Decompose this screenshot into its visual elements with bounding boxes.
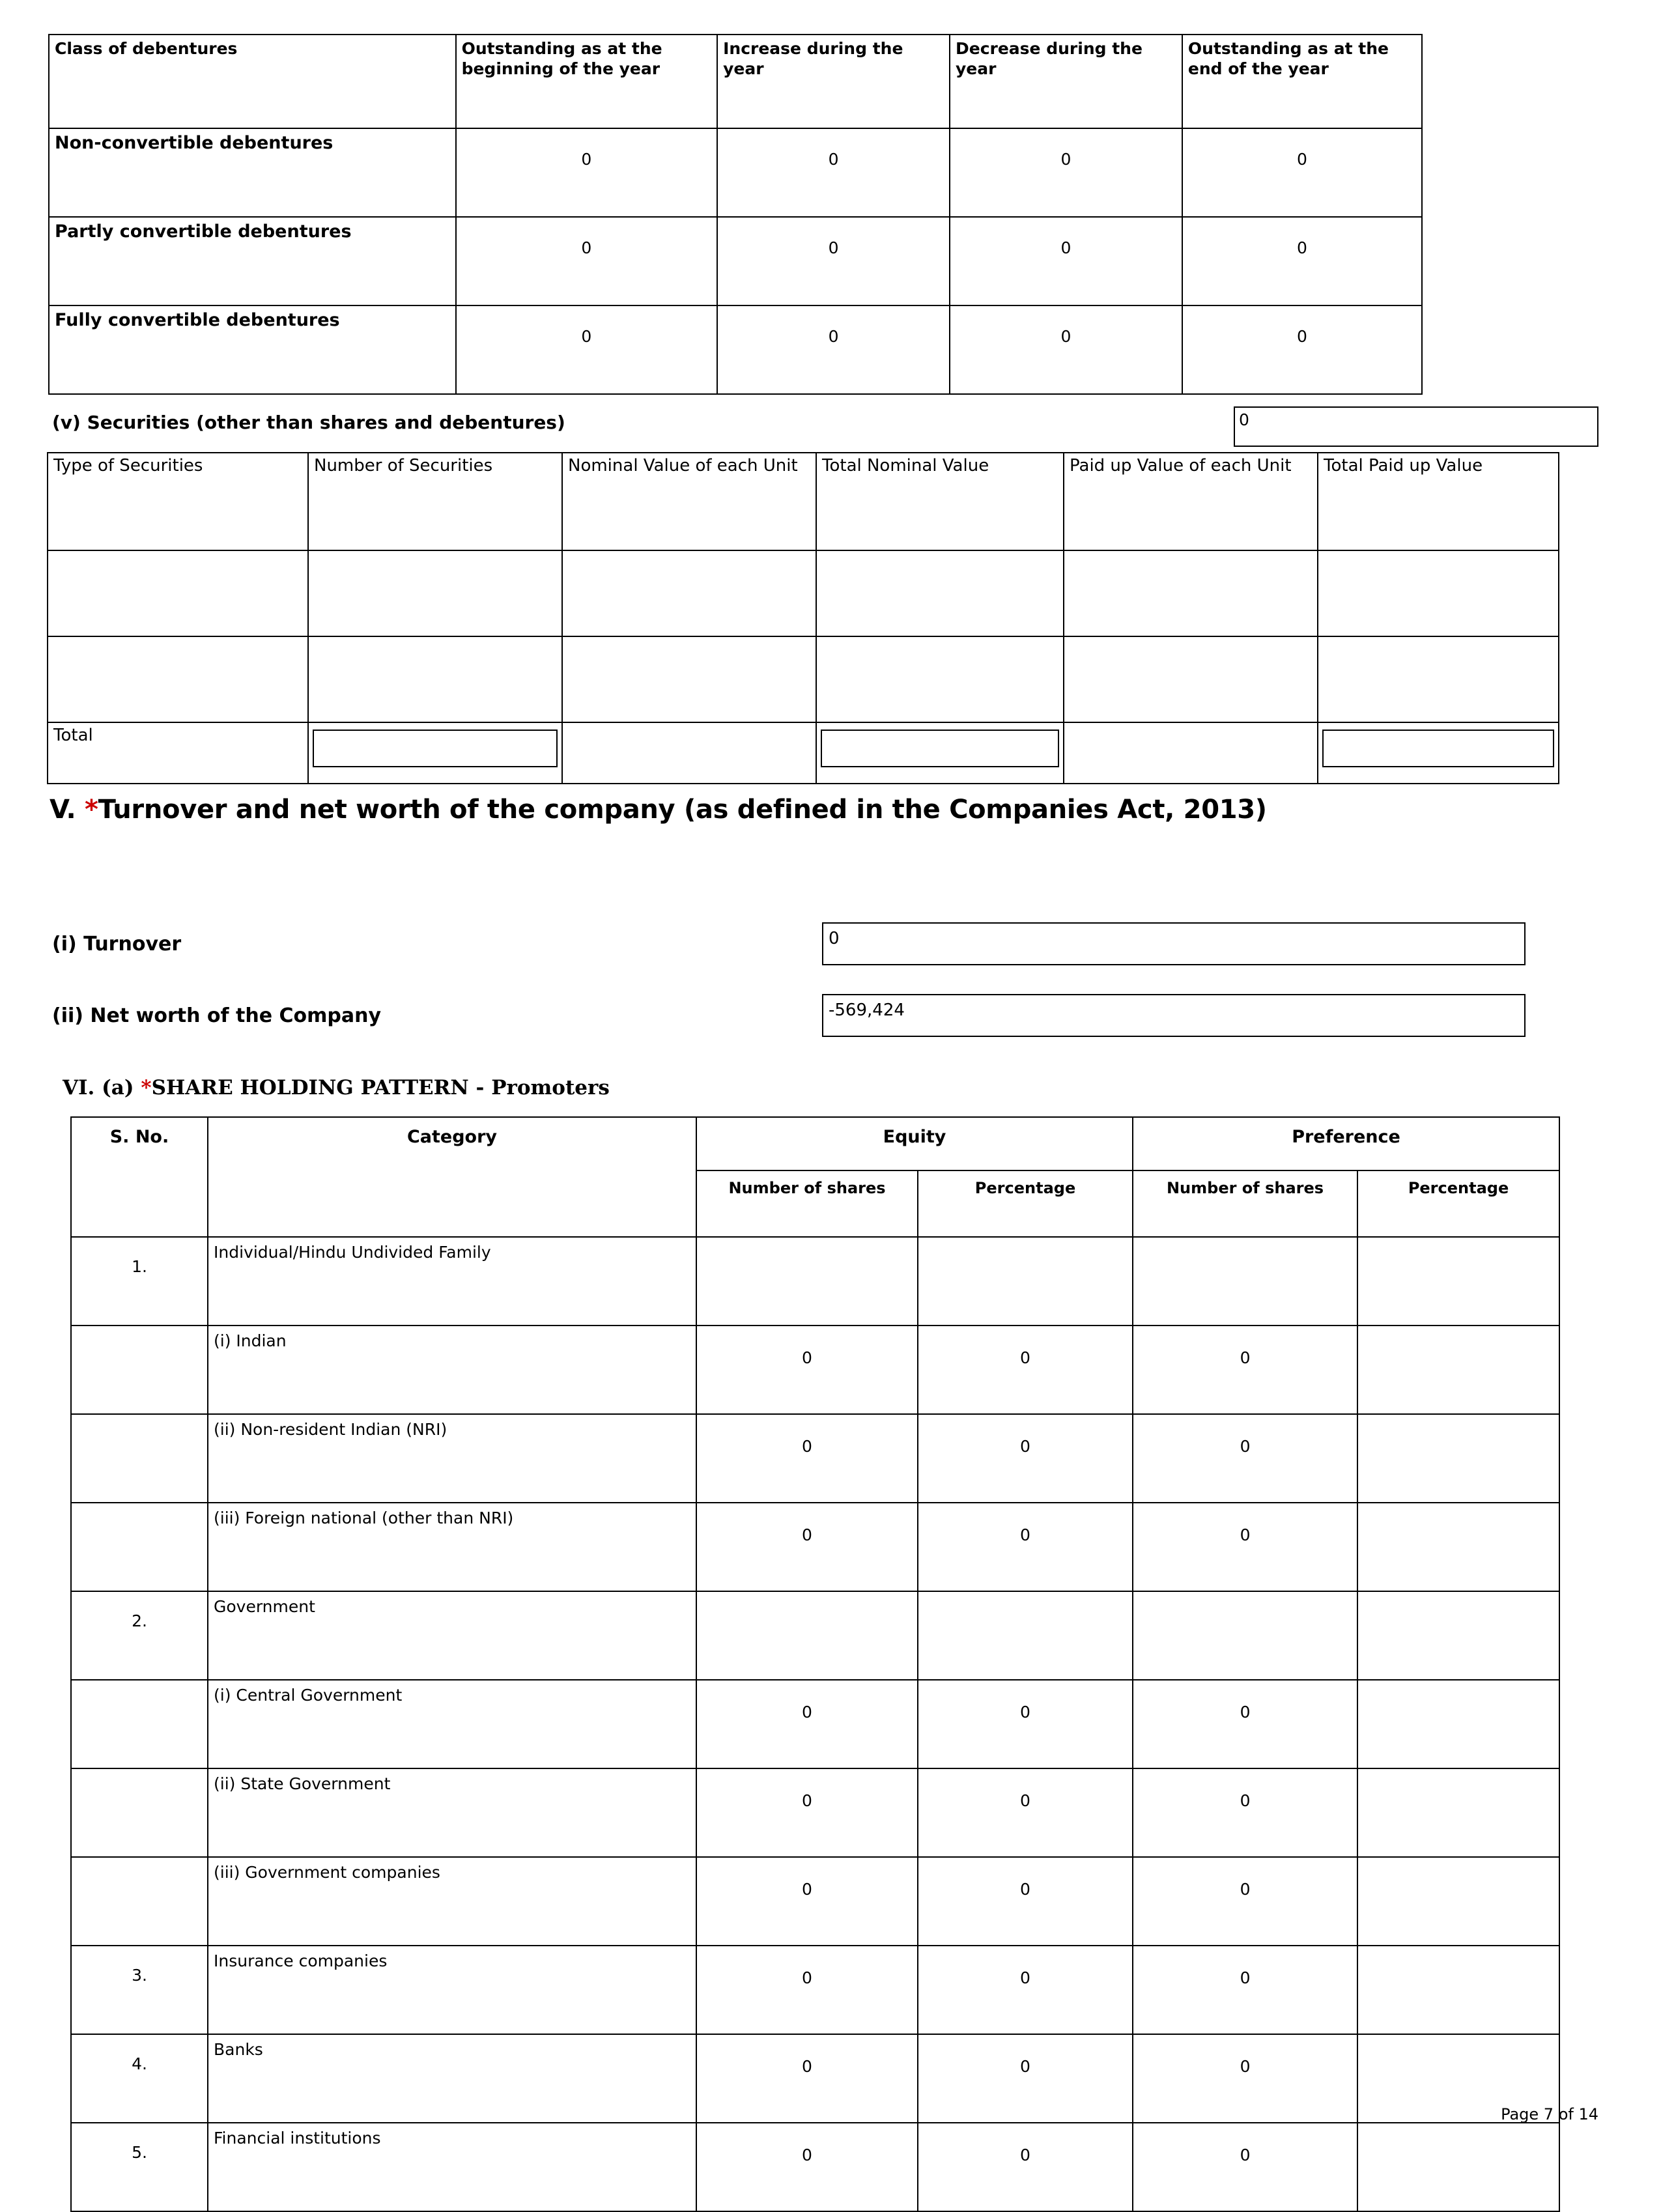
sec-header-paidup-unit: Paid up Value of each Unit [1064, 453, 1318, 550]
sh-row-pref-shares[interactable]: 0 [1133, 2034, 1357, 2123]
sh-row-equity-shares[interactable]: 0 [696, 1503, 918, 1591]
deb-header-opening: Outstanding as at the beginning of the year [456, 35, 718, 128]
securities-heading: (v) Securities (other than shares and debentures) [52, 412, 565, 433]
table-row [71, 1946, 1559, 2034]
sec-cell-number[interactable] [308, 550, 562, 636]
table-row [71, 1680, 1559, 1768]
sh-row-category: (iii) Foreign national (other than NRI) [208, 1503, 696, 1591]
sh-row-pref-pct[interactable] [1357, 2123, 1559, 2211]
table-total-row [48, 722, 1559, 784]
sh-row-pref-shares[interactable]: 0 [1133, 1680, 1357, 1768]
sh-row-equity-pct[interactable]: 0 [918, 1680, 1133, 1768]
sh-row-category: Banks [208, 2034, 696, 2123]
sh-row-sno: 2. [71, 1591, 208, 1680]
securities-table [47, 452, 1559, 784]
sec-header-total-paidup: Total Paid up Value [1318, 453, 1559, 550]
sh-row-category: (ii) State Government [208, 1768, 696, 1857]
turnover-row [47, 922, 1598, 985]
page-footer: Page 7 of 14 [1501, 2105, 1598, 2123]
sh-row-category: (i) Central Government [208, 1680, 696, 1768]
sh-subheader-equity-shares: Number of shares [696, 1170, 918, 1237]
deb-row-opening[interactable]: 0 [456, 217, 718, 305]
sec-cell-type[interactable] [48, 550, 308, 636]
table-row [71, 2123, 1559, 2211]
deb-row-opening[interactable]: 0 [456, 128, 718, 217]
securities-count-field[interactable]: 0 [1234, 406, 1598, 447]
sh-row-pref-shares[interactable]: 0 [1133, 1768, 1357, 1857]
deb-header-closing: Outstanding as at the end of the year [1182, 35, 1422, 128]
sec-total-blank-2 [1064, 722, 1318, 784]
sh-row-pref-pct[interactable] [1357, 1857, 1559, 1946]
sec-total-number-cell [308, 722, 562, 784]
sh-row-equity-pct[interactable]: 0 [918, 1414, 1133, 1503]
sh-row-pref-shares[interactable]: 0 [1133, 1503, 1357, 1591]
sh-row-pref-pct[interactable] [1357, 1591, 1559, 1680]
table-row [49, 217, 1422, 305]
sh-row-equity-shares[interactable]: 0 [696, 1326, 918, 1414]
required-asterisk: * [85, 795, 98, 825]
table-row [71, 1768, 1559, 1857]
sh-row-equity-shares[interactable] [696, 1591, 918, 1680]
section-vi-title: SHARE HOLDING PATTERN - Promoters [151, 1076, 610, 1099]
sh-row-pref-shares[interactable]: 0 [1133, 2123, 1357, 2211]
deb-row-closing[interactable]: 0 [1182, 217, 1422, 305]
table-row [49, 305, 1422, 394]
table-row [48, 550, 1559, 636]
turnover-label: (i) Turnover [52, 933, 182, 956]
sh-row-equity-pct[interactable] [918, 1237, 1133, 1326]
deb-row-label: Partly convertible debentures [49, 217, 456, 305]
sh-subheader-equity-pct: Percentage [918, 1170, 1133, 1237]
sh-row-pref-shares[interactable]: 0 [1133, 1414, 1357, 1503]
sec-header-total-nominal: Total Nominal Value [816, 453, 1064, 550]
sec-cell-total-paidup[interactable] [1318, 550, 1559, 636]
required-asterisk: * [141, 1076, 152, 1099]
networth-label: (ii) Net worth of the Company [52, 1004, 382, 1027]
sec-total-paidup-field[interactable] [1322, 730, 1554, 767]
sh-row-category: Financial institutions [208, 2123, 696, 2211]
sec-total-label: Total [48, 722, 308, 784]
sec-cell-total-nominal[interactable] [816, 550, 1064, 636]
sh-row-sno [71, 1326, 208, 1414]
sh-row-equity-pct[interactable]: 0 [918, 1768, 1133, 1857]
sh-row-equity-shares[interactable]: 0 [696, 1414, 918, 1503]
table-row [71, 1414, 1559, 1503]
sh-row-category: Individual/Hindu Undivided Family [208, 1237, 696, 1326]
deb-row-increase[interactable]: 0 [717, 217, 950, 305]
table-header-row [48, 453, 1559, 550]
sh-row-equity-pct[interactable] [918, 1591, 1133, 1680]
deb-row-decrease[interactable]: 0 [950, 305, 1182, 394]
table-row [71, 1326, 1559, 1414]
sh-row-pref-shares[interactable]: 0 [1133, 1857, 1357, 1946]
deb-row-increase[interactable]: 0 [717, 305, 950, 394]
sh-row-pref-pct[interactable] [1357, 1768, 1559, 1857]
sh-row-equity-pct[interactable]: 0 [918, 1857, 1133, 1946]
sh-row-category: Government [208, 1591, 696, 1680]
deb-row-label: Non-convertible debentures [49, 128, 456, 217]
sec-cell-paidup-unit[interactable] [1064, 550, 1318, 636]
sh-row-category: (iii) Government companies [208, 1857, 696, 1946]
sh-row-sno [71, 1503, 208, 1591]
table-header-row [49, 35, 1422, 128]
sh-row-sno [71, 1414, 208, 1503]
section-v-numeral: V. [50, 795, 85, 825]
debentures-table [48, 34, 1423, 395]
sh-header-preference: Preference [1133, 1117, 1559, 1170]
sh-row-pref-pct[interactable] [1357, 1946, 1559, 2034]
networth-field[interactable]: -569,424 [822, 994, 1526, 1037]
sec-header-nominal-unit: Nominal Value of each Unit [562, 453, 816, 550]
sec-header-type: Type of Securities [48, 453, 308, 550]
sh-row-equity-pct[interactable]: 0 [918, 2123, 1133, 2211]
deb-row-closing[interactable]: 0 [1182, 128, 1422, 217]
sh-row-equity-shares[interactable]: 0 [696, 2123, 918, 2211]
table-row [71, 1857, 1559, 1946]
deb-row-closing[interactable]: 0 [1182, 305, 1422, 394]
sh-row-equity-pct[interactable]: 0 [918, 2034, 1133, 2123]
table-row [71, 2034, 1559, 2123]
sec-cell-number[interactable] [308, 636, 562, 722]
sh-header-sno: S. No. [71, 1117, 208, 1237]
sec-cell-paidup-unit[interactable] [1064, 636, 1318, 722]
sh-row-equity-pct[interactable]: 0 [918, 1326, 1133, 1414]
sec-total-nominal-field[interactable] [821, 730, 1059, 767]
table-row [71, 1237, 1559, 1326]
sh-row-category: (i) Indian [208, 1326, 696, 1414]
sec-total-nominal-cell [816, 722, 1064, 784]
sec-cell-total-nominal[interactable] [816, 636, 1064, 722]
section-v-title: Turnover and net worth of the company (as defined in the Companies Act, 2013) [98, 795, 1267, 825]
sh-row-equity-pct[interactable]: 0 [918, 1946, 1133, 2034]
sh-row-equity-pct[interactable]: 0 [918, 1503, 1133, 1591]
deb-header-class: Class of debentures [49, 35, 456, 128]
sh-row-pref-shares[interactable]: 0 [1133, 1326, 1357, 1414]
sh-row-sno [71, 1768, 208, 1857]
sh-row-pref-pct[interactable] [1357, 1326, 1559, 1414]
sh-row-equity-shares[interactable]: 0 [696, 1680, 918, 1768]
sh-header-equity: Equity [696, 1117, 1133, 1170]
sec-cell-nominal-unit[interactable] [562, 636, 816, 722]
sh-row-category: Insurance companies [208, 1946, 696, 2034]
table-row [71, 1503, 1559, 1591]
sh-row-sno: 4. [71, 2034, 208, 2123]
deb-row-opening[interactable]: 0 [456, 305, 718, 394]
deb-row-decrease[interactable]: 0 [950, 217, 1182, 305]
deb-header-decrease: Decrease during the year [950, 35, 1182, 128]
sec-total-number-field[interactable] [313, 730, 558, 767]
sh-row-equity-shares[interactable]: 0 [696, 1857, 918, 1946]
sh-row-pref-shares[interactable] [1133, 1591, 1357, 1680]
shareholding-table-wrapper [47, 1116, 1598, 2212]
sh-row-sno: 5. [71, 2123, 208, 2211]
sh-row-pref-shares[interactable]: 0 [1133, 1946, 1357, 2034]
sec-cell-total-paidup[interactable] [1318, 636, 1559, 722]
sh-subheader-pref-shares: Number of shares [1133, 1170, 1357, 1237]
section-vi-prefix: VI. (a) [63, 1076, 141, 1099]
sec-total-paidup-cell [1318, 722, 1559, 784]
section-vi-heading [63, 1076, 1598, 1099]
sh-row-equity-shares[interactable]: 0 [696, 1768, 918, 1857]
sec-cell-nominal-unit[interactable] [562, 550, 816, 636]
deb-row-label: Fully convertible debentures [49, 305, 456, 394]
sec-header-number: Number of Securities [308, 453, 562, 550]
sh-row-equity-shares[interactable]: 0 [696, 1946, 918, 2034]
sh-row-pref-pct[interactable] [1357, 1503, 1559, 1591]
deb-header-increase: Increase during the year [717, 35, 950, 128]
sh-row-category: (ii) Non-resident Indian (NRI) [208, 1414, 696, 1503]
table-row [48, 636, 1559, 722]
turnover-field[interactable]: 0 [822, 922, 1526, 965]
sh-row-sno: 1. [71, 1237, 208, 1326]
sh-row-pref-shares[interactable] [1133, 1237, 1357, 1326]
sh-subheader-pref-pct: Percentage [1357, 1170, 1559, 1237]
shareholding-promoters-table [70, 1116, 1560, 2212]
sec-cell-type[interactable] [48, 636, 308, 722]
sh-row-pref-pct[interactable] [1357, 1237, 1559, 1326]
section-v-heading [50, 795, 1598, 825]
securities-heading-row [47, 401, 1598, 452]
sh-row-pref-pct[interactable] [1357, 1414, 1559, 1503]
deb-row-increase[interactable]: 0 [717, 128, 950, 217]
sh-row-sno: 3. [71, 1946, 208, 2034]
sh-row-sno [71, 1680, 208, 1768]
table-row [49, 128, 1422, 217]
table-header-row [71, 1117, 1559, 1170]
sh-row-sno [71, 1857, 208, 1946]
table-row [71, 1591, 1559, 1680]
sh-header-category: Category [208, 1117, 696, 1237]
sh-row-equity-shares[interactable] [696, 1237, 918, 1326]
deb-row-decrease[interactable]: 0 [950, 128, 1182, 217]
sh-row-pref-pct[interactable] [1357, 1680, 1559, 1768]
sh-row-equity-shares[interactable]: 0 [696, 2034, 918, 2123]
networth-row [47, 994, 1598, 1056]
sec-total-blank-1 [562, 722, 816, 784]
